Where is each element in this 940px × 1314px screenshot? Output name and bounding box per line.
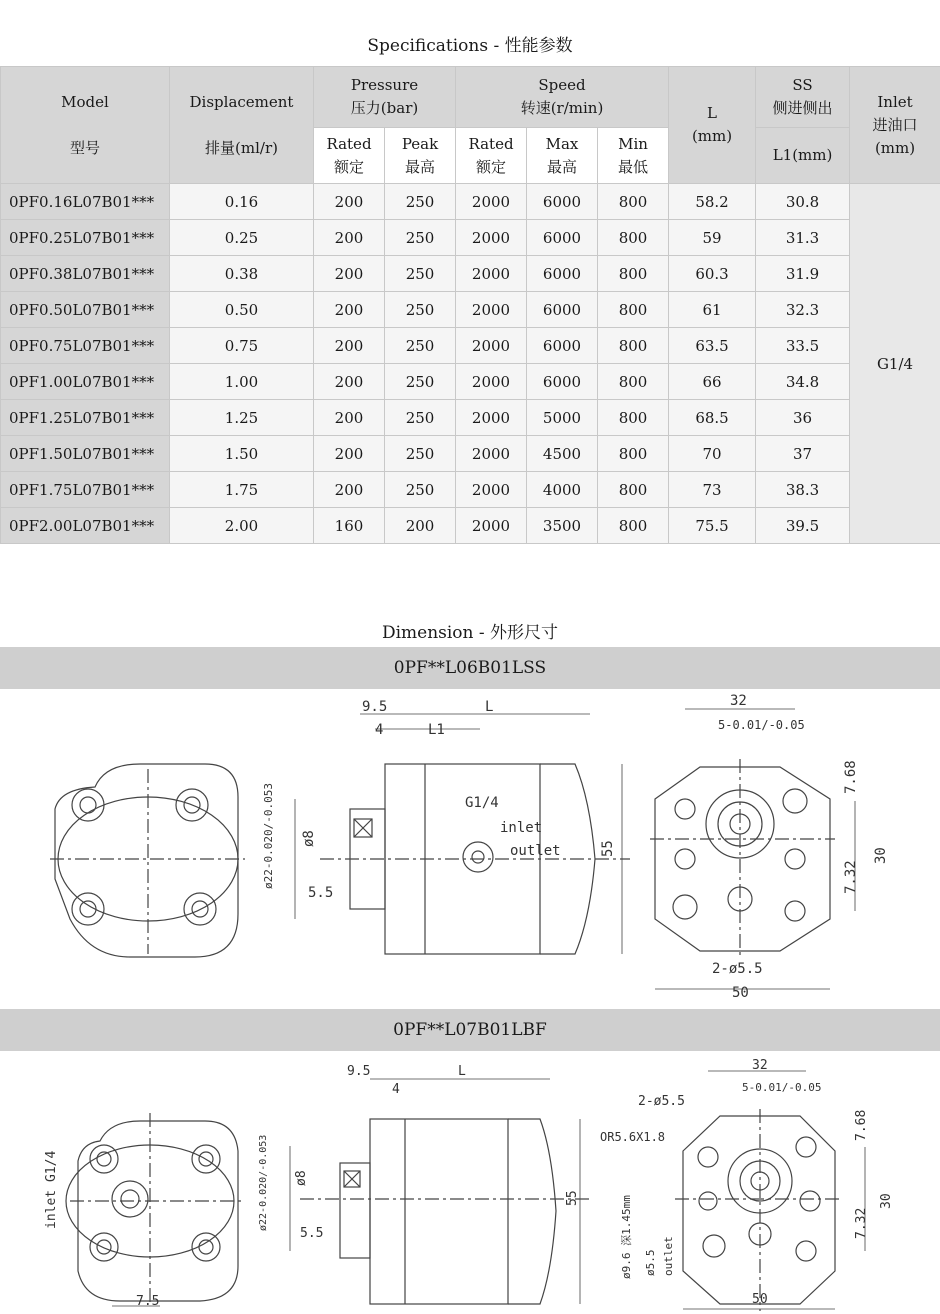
d2-dim-4: 4	[392, 1082, 400, 1097]
cell-model: 0PF0.16L07B01***	[1, 184, 170, 220]
table-row	[1, 364, 940, 400]
drawing1-band: 0PF**L06B01LSS	[0, 647, 940, 689]
cell-model: 0PF2.00L07B01***	[1, 508, 170, 544]
cell-l1: 36	[756, 400, 850, 436]
d1-dim-L1: L1	[428, 722, 445, 738]
header-speed: Speed 转速(r/min)	[456, 67, 669, 128]
header-length: L (mm)	[669, 67, 756, 184]
d1-outlet: outlet	[510, 843, 561, 859]
table-row	[1, 184, 940, 220]
cell-length: 61	[669, 292, 756, 328]
cell-rated-pressure: 160	[314, 508, 385, 544]
cell-length: 70	[669, 436, 756, 472]
cell-l1: 37	[756, 436, 850, 472]
cell-displacement: 2.00	[170, 508, 314, 544]
cell-length: 66	[669, 364, 756, 400]
cell-peak-pressure: 250	[385, 256, 456, 292]
cell-min-speed: 800	[598, 220, 669, 256]
cell-peak-pressure: 250	[385, 472, 456, 508]
cell-max-speed: 6000	[527, 220, 598, 256]
d2-dim-L: L	[458, 1064, 466, 1079]
dimension-title: Dimension - 外形尺寸	[381, 623, 559, 643]
header-l1: L1(mm)	[756, 128, 850, 184]
d2-dim-732: 7.32	[854, 1207, 869, 1239]
cell-model: 0PF0.25L07B01***	[1, 220, 170, 256]
header-min-speed: Min 最低	[598, 128, 669, 184]
d1-dim-L: L	[485, 699, 494, 715]
cell-min-speed: 800	[598, 256, 669, 292]
header-rated-speed: Rated 额定	[456, 128, 527, 184]
table-row	[1, 328, 940, 364]
d2-dim-32: 32	[752, 1058, 768, 1073]
cell-displacement: 0.38	[170, 256, 314, 292]
cell-rated-pressure: 200	[314, 292, 385, 328]
cell-max-speed: 4500	[527, 436, 598, 472]
drawing1	[0, 689, 940, 1009]
d2-dim-55: 55	[565, 1190, 580, 1206]
cell-max-speed: 6000	[527, 256, 598, 292]
cell-model: 0PF0.50L07B01***	[1, 292, 170, 328]
d1-dim-5tol: 5-0.01/-0.05	[718, 718, 805, 732]
cell-length: 63.5	[669, 328, 756, 364]
d2-phi8: ø8	[294, 1170, 309, 1186]
cell-displacement: 1.50	[170, 436, 314, 472]
drawing1-side-view	[295, 714, 630, 954]
spec-table	[0, 66, 940, 544]
cell-rated-pressure: 200	[314, 472, 385, 508]
cell-rated-pressure: 200	[314, 364, 385, 400]
d2-phi55: ø5.5	[644, 1249, 657, 1276]
cell-min-speed: 800	[598, 508, 669, 544]
cell-rated-pressure: 200	[314, 184, 385, 220]
cell-rated-speed: 2000	[456, 400, 527, 436]
header-rated-pressure: Rated 额定	[314, 128, 385, 184]
cell-l1: 39.5	[756, 508, 850, 544]
header-inlet: Inlet 进油口 (mm)	[850, 67, 940, 184]
cell-rated-speed: 2000	[456, 220, 527, 256]
cell-l1: 32.3	[756, 292, 850, 328]
header-displacement: Displacement 排量(ml/r)	[170, 67, 314, 184]
cell-rated-speed: 2000	[456, 292, 527, 328]
cell-min-speed: 800	[598, 436, 669, 472]
d2-dim-95: 9.5	[347, 1064, 371, 1079]
cell-peak-pressure: 250	[385, 328, 456, 364]
cell-rated-speed: 2000	[456, 364, 527, 400]
cell-peak-pressure: 250	[385, 400, 456, 436]
cell-min-speed: 800	[598, 292, 669, 328]
cell-displacement: 1.75	[170, 472, 314, 508]
cell-model: 0PF0.75L07B01***	[1, 328, 170, 364]
drawing2-rear-view	[675, 1071, 865, 1311]
cell-model: 0PF1.75L07B01***	[1, 472, 170, 508]
d2-dim-50: 50	[752, 1292, 768, 1307]
cell-rated-pressure: 200	[314, 256, 385, 292]
header-model: Model 型号	[1, 67, 170, 184]
header-ss: SS 侧进侧出	[756, 67, 850, 128]
d1-dim-768: 7.68	[843, 760, 859, 794]
cell-peak-pressure: 250	[385, 436, 456, 472]
d2-dim-30: 30	[879, 1193, 894, 1209]
cell-displacement: 1.00	[170, 364, 314, 400]
cell-max-speed: 3500	[527, 508, 598, 544]
cell-peak-pressure: 250	[385, 220, 456, 256]
d1-dim-4: 4	[375, 722, 384, 738]
cell-rated-pressure: 200	[314, 328, 385, 364]
cell-model: 0PF1.25L07B01***	[1, 400, 170, 436]
cell-rated-pressure: 200	[314, 436, 385, 472]
table-row	[1, 220, 940, 256]
cell-min-speed: 800	[598, 184, 669, 220]
cell-peak-pressure: 250	[385, 184, 456, 220]
table-row	[1, 256, 940, 292]
d1-dim-32: 32	[730, 693, 747, 709]
cell-max-speed: 5000	[527, 400, 598, 436]
cell-max-speed: 6000	[527, 292, 598, 328]
d2-dim-75: 7.5	[136, 1294, 160, 1309]
cell-l1: 34.8	[756, 364, 850, 400]
cell-displacement: 0.16	[170, 184, 314, 220]
d2-outlet: outlet	[662, 1236, 675, 1276]
drawing2-front-view	[66, 1113, 245, 1306]
cell-rated-speed: 2000	[456, 472, 527, 508]
cell-max-speed: 4000	[527, 472, 598, 508]
table-row	[1, 292, 940, 328]
cell-length: 58.2	[669, 184, 756, 220]
cell-l1: 31.3	[756, 220, 850, 256]
d2-inlet-g14: inlet G1/4	[44, 1150, 59, 1229]
cell-rated-speed: 2000	[456, 508, 527, 544]
cell-length: 73	[669, 472, 756, 508]
d2-or: OR5.6X1.8	[600, 1130, 666, 1144]
d1-g14: G1/4	[465, 795, 499, 811]
cell-rated-speed: 2000	[456, 328, 527, 364]
cell-min-speed: 800	[598, 364, 669, 400]
cell-max-speed: 6000	[527, 184, 598, 220]
cell-l1: 38.3	[756, 472, 850, 508]
cell-peak-pressure: 200	[385, 508, 456, 544]
cell-min-speed: 800	[598, 328, 669, 364]
d2-dim-5-5: 5.5	[300, 1226, 324, 1241]
cell-peak-pressure: 250	[385, 292, 456, 328]
d1-holes: 2-ø5.5	[712, 961, 763, 977]
header-peak-pressure: Peak 最高	[385, 128, 456, 184]
d1-dim-732: 7.32	[843, 860, 859, 894]
cell-rated-pressure: 200	[314, 220, 385, 256]
d1-dim-95: 9.5	[362, 699, 388, 715]
cell-length: 75.5	[669, 508, 756, 544]
cell-min-speed: 800	[598, 472, 669, 508]
cell-model: 0PF1.50L07B01***	[1, 436, 170, 472]
d2-phi22: ø22-0.020/-0.053	[258, 1134, 269, 1231]
cell-rated-pressure: 200	[314, 400, 385, 436]
cell-displacement: 0.25	[170, 220, 314, 256]
table-row	[1, 508, 940, 544]
cell-rated-speed: 2000	[456, 436, 527, 472]
d1-dim-55: 55	[600, 840, 616, 857]
d1-dim-5-5: 5.5	[308, 885, 334, 901]
drawing1-rear-view	[650, 709, 855, 989]
cell-min-speed: 800	[598, 400, 669, 436]
d2-dim-5tol: 5-0.01/-0.05	[742, 1081, 822, 1094]
drawing2-side-view	[290, 1079, 590, 1304]
d1-phi8: ø8	[301, 830, 317, 847]
header-max-speed: Max 最高	[527, 128, 598, 184]
cell-l1: 33.5	[756, 328, 850, 364]
cell-rated-speed: 2000	[456, 256, 527, 292]
d1-dim-30: 30	[873, 847, 889, 864]
drawing1-front-view	[50, 764, 245, 957]
cell-model: 0PF1.00L07B01***	[1, 364, 170, 400]
cell-displacement: 0.50	[170, 292, 314, 328]
d1-inlet: inlet	[500, 820, 543, 836]
table-row	[1, 400, 940, 436]
cell-model: 0PF0.38L07B01***	[1, 256, 170, 292]
d2-holes: 2-ø5.5	[638, 1094, 685, 1109]
cell-displacement: 1.25	[170, 400, 314, 436]
spec-title: Specifications - 性能参数	[367, 36, 573, 56]
cell-displacement: 0.75	[170, 328, 314, 364]
cell-inlet: G1/4	[850, 184, 940, 544]
d2-phi96: ø9.6 深1.45mm	[620, 1195, 633, 1279]
table-row	[1, 436, 940, 472]
header-pressure: Pressure 压力(bar)	[314, 67, 456, 128]
cell-length: 59	[669, 220, 756, 256]
cell-l1: 31.9	[756, 256, 850, 292]
cell-length: 60.3	[669, 256, 756, 292]
drawing2	[0, 1051, 940, 1314]
table-row	[1, 472, 940, 508]
cell-peak-pressure: 250	[385, 364, 456, 400]
cell-rated-speed: 2000	[456, 184, 527, 220]
cell-l1: 30.8	[756, 184, 850, 220]
d2-dim-768: 7.68	[854, 1109, 869, 1141]
cell-length: 68.5	[669, 400, 756, 436]
drawing2-band: 0PF**L07B01LBF	[0, 1009, 940, 1051]
d1-dim-50: 50	[732, 985, 749, 1001]
d1-phi22: ø22-0.020/-0.053	[262, 783, 275, 889]
cell-max-speed: 6000	[527, 364, 598, 400]
cell-max-speed: 6000	[527, 328, 598, 364]
